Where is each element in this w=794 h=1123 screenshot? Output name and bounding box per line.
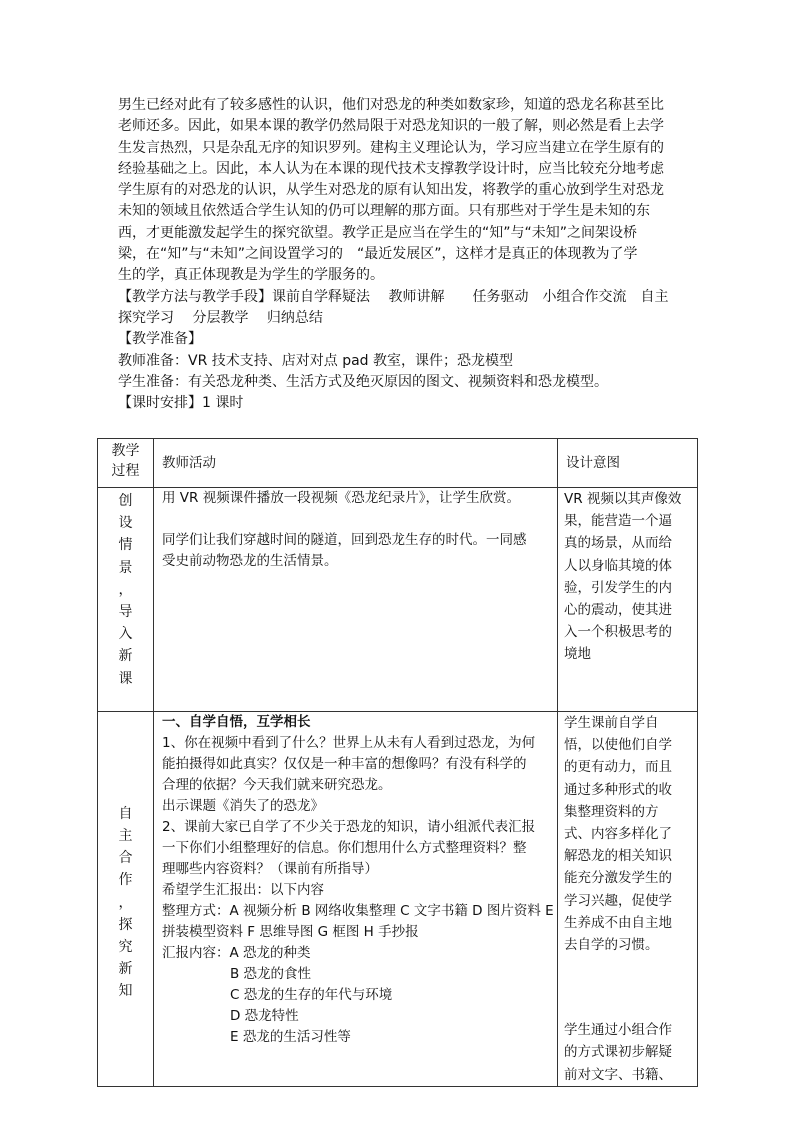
stage-cell: [98, 488, 154, 712]
intent-line: 验，引发学生的内: [564, 579, 672, 596]
stage-char: ，: [118, 894, 133, 911]
stage-char: 知: [118, 983, 133, 1000]
activity-line: 用 VR 视频课件播放一段视频《恐龙纪录片》，让学生欣赏。: [162, 490, 520, 506]
intro-line: 生的学，真正体现教是为学生的学服务的。: [118, 267, 384, 284]
stage-char: [98, 758, 153, 780]
intent-line: 能充分激发学生的: [564, 870, 672, 887]
table-header-row: [98, 439, 698, 488]
report-item: D 恐龙特性: [230, 1008, 299, 1024]
schedule-line: 【课时安排】1 课时: [118, 395, 244, 412]
table-row: [98, 712, 698, 1087]
intent-line: 学习兴趣，促使学: [564, 892, 672, 909]
intent-line: 去自学的习惯。: [564, 937, 659, 954]
stage-char: 设: [118, 515, 133, 532]
header-teacher: 教师活动: [154, 439, 558, 488]
intro-line: 未知的领域且依然适合学生认知的仍可以理解的那方面。只有那些对于学生是未知的东: [118, 203, 650, 220]
activity-line: 2、课前大家已自学了不少关于恐龙的知识，请小组派代表汇报: [162, 819, 536, 835]
methods-line: 【教学方法与教学手段】课前自学释疑法 教师讲解 任务驱动 小组合作交流 自主: [118, 288, 669, 305]
activity-line: [162, 509, 551, 530]
stage-char: 合: [118, 850, 133, 867]
methods-paragraph: [118, 287, 683, 330]
header-stage-line: 教学: [111, 443, 140, 459]
teacher-prep: 教师准备：VR 技术支持、店对对点 pad 教室，课件；恐龙模型: [118, 352, 514, 369]
activity-line: 理哪些内容资料？（课前有所指导）: [162, 861, 378, 877]
intent-line: [564, 977, 692, 998]
intro-line: 学生原有的对恐龙的认识，从学生对恐龙的原有认知出发，将教学的重心放到学生对恐龙: [118, 182, 664, 199]
header-stage-line: 过程: [111, 463, 140, 479]
design-intent-cell: [558, 488, 698, 712]
stage-char: 主: [118, 828, 133, 845]
stage-char: [98, 714, 153, 736]
intent-line: 境地: [564, 646, 591, 663]
intent-line: 前对文字、书籍、: [564, 1066, 672, 1083]
report-item: B 恐龙的食性: [230, 966, 312, 982]
intent-line: 学生通过小组合作: [564, 1022, 672, 1039]
intro-line: 经验基础之上。因此，本人认为在本课的现代技术支撑教学设计时，应当比较充分地考虑: [118, 160, 664, 177]
stage-char: [98, 736, 153, 758]
teacher-activity-cell: [154, 712, 558, 1087]
stage-char: 景: [118, 559, 133, 576]
intent-line: 的更有动力，而且: [564, 759, 672, 776]
table-row: [98, 488, 698, 712]
stage-char: [98, 781, 153, 803]
methods-line: 探究学习 分层教学 归纳总结: [118, 309, 323, 326]
activity-heading: 一、自学自悟，互学相长: [162, 714, 311, 730]
intro-paragraph: [118, 95, 683, 287]
report-item: E 恐龙的生活习性等: [230, 1029, 351, 1045]
intro-line: 生发言热烈，只是杂乱无序的知识罗列。建构主义理论认为，学习应当建立在学生原有的: [118, 139, 664, 156]
intent-line: 式、内容多样化了: [564, 826, 672, 843]
activity-line: 同学们让我们穿越时间的隧道，回到恐龙生存的时代。一同感: [162, 532, 527, 548]
intent-line: 生养成不由自主地: [564, 914, 672, 931]
stage-char: 新: [118, 961, 133, 978]
stage-cell: [98, 712, 154, 1087]
intent-line: 集整理资料的方: [564, 803, 659, 820]
activity-line: 受史前动物恐龙的生活情景。: [162, 553, 338, 569]
prep-title: 【教学准备】: [118, 331, 202, 348]
intent-line: 入一个积极思考的: [564, 624, 672, 641]
intent-line: 解恐龙的相关知识: [564, 848, 672, 865]
activity-line: 1、你在视频中看到了什么？世界上从未有人看到过恐龙，为何: [162, 735, 536, 751]
activity-line: 能拍摄得如此真实？仅仅是一种丰富的想像吗？有没有科学的: [162, 756, 527, 772]
stage-char: 入: [118, 626, 133, 643]
activity-line: 出示课题《消失了的恐龙》: [162, 798, 324, 814]
intent-line: [564, 956, 692, 977]
intent-line: 果，能营造一个逼: [564, 513, 672, 530]
stage-char: 导: [118, 604, 133, 621]
activity-line: 希望学生汇报出：以下内容: [162, 882, 324, 898]
stage-char: 创: [118, 493, 133, 509]
stage-char: 情: [118, 537, 133, 554]
intro-line: 老师还多。因此，如果本课的教学仍然局限于对恐龙知识的一般了解，则必然是看上去学: [118, 118, 664, 135]
student-prep: 学生准备：有关恐龙种类、生活方式及绝灭原因的图文、视频资料和恐龙模型。: [118, 373, 608, 390]
intro-line: 梁，在“知”与“未知”之间设置学习的 “最近发展区”，这样才是真正的体现教为了学: [118, 246, 638, 263]
intent-line: 通过多种形式的收: [564, 781, 672, 798]
stage-char: 自: [118, 805, 133, 822]
teacher-activity-cell: [154, 488, 558, 712]
stage-char: 新: [118, 648, 133, 665]
intro-section: [118, 95, 683, 414]
intent-line: [564, 998, 692, 1019]
intent-line: 学生课前自学自: [564, 715, 659, 731]
header-intent: 设计意图: [558, 439, 698, 488]
intent-line: 的方式课初步解疑: [564, 1044, 672, 1061]
intent-line: VR 视频以其声像效: [564, 491, 682, 507]
intent-line: 人以身临其境的体: [564, 557, 672, 574]
activity-line: 整理方式：A 视频分析 B 网络收集整理 C 文字书籍 D 图片资料 E: [162, 903, 554, 919]
intro-line: 男生已经对此有了较多感性的认识，他们对恐龙的种类如数家珍，知道的恐龙名称甚至比: [118, 97, 664, 113]
report-item: C 恐龙的生存的年代与环境: [230, 987, 393, 1003]
stage-char: 课: [118, 670, 133, 687]
activity-line: 拼装模型资料 F 思维导图 G 框图 H 手抄报: [162, 924, 419, 940]
design-intent-cell: [558, 712, 698, 1087]
intent-line: 悟，以使他们自学: [564, 737, 672, 754]
header-stage: [98, 439, 154, 488]
activity-line: 汇报内容：A 恐龙的种类: [162, 945, 311, 961]
intent-line: 真的场景，从而给: [564, 535, 672, 552]
lesson-plan-table: [97, 438, 698, 1087]
activity-line: 合理的依据？今天我们就来研究恐龙。: [162, 777, 392, 793]
activity-line: 一下你们小组整理好的信息。你们想用什么方式整理资料？整: [162, 840, 527, 856]
stage-char: 究: [118, 939, 133, 956]
intro-line: 西，才更能激发起学生的探究欲望。教学正是应当在学生的“知”与“未知”之间架设桥: [118, 224, 638, 241]
stage-char: 作: [118, 872, 133, 889]
stage-char: 探: [118, 916, 133, 933]
stage-char: ，: [118, 581, 133, 598]
intent-line: 心的震动，使其进: [564, 602, 672, 619]
